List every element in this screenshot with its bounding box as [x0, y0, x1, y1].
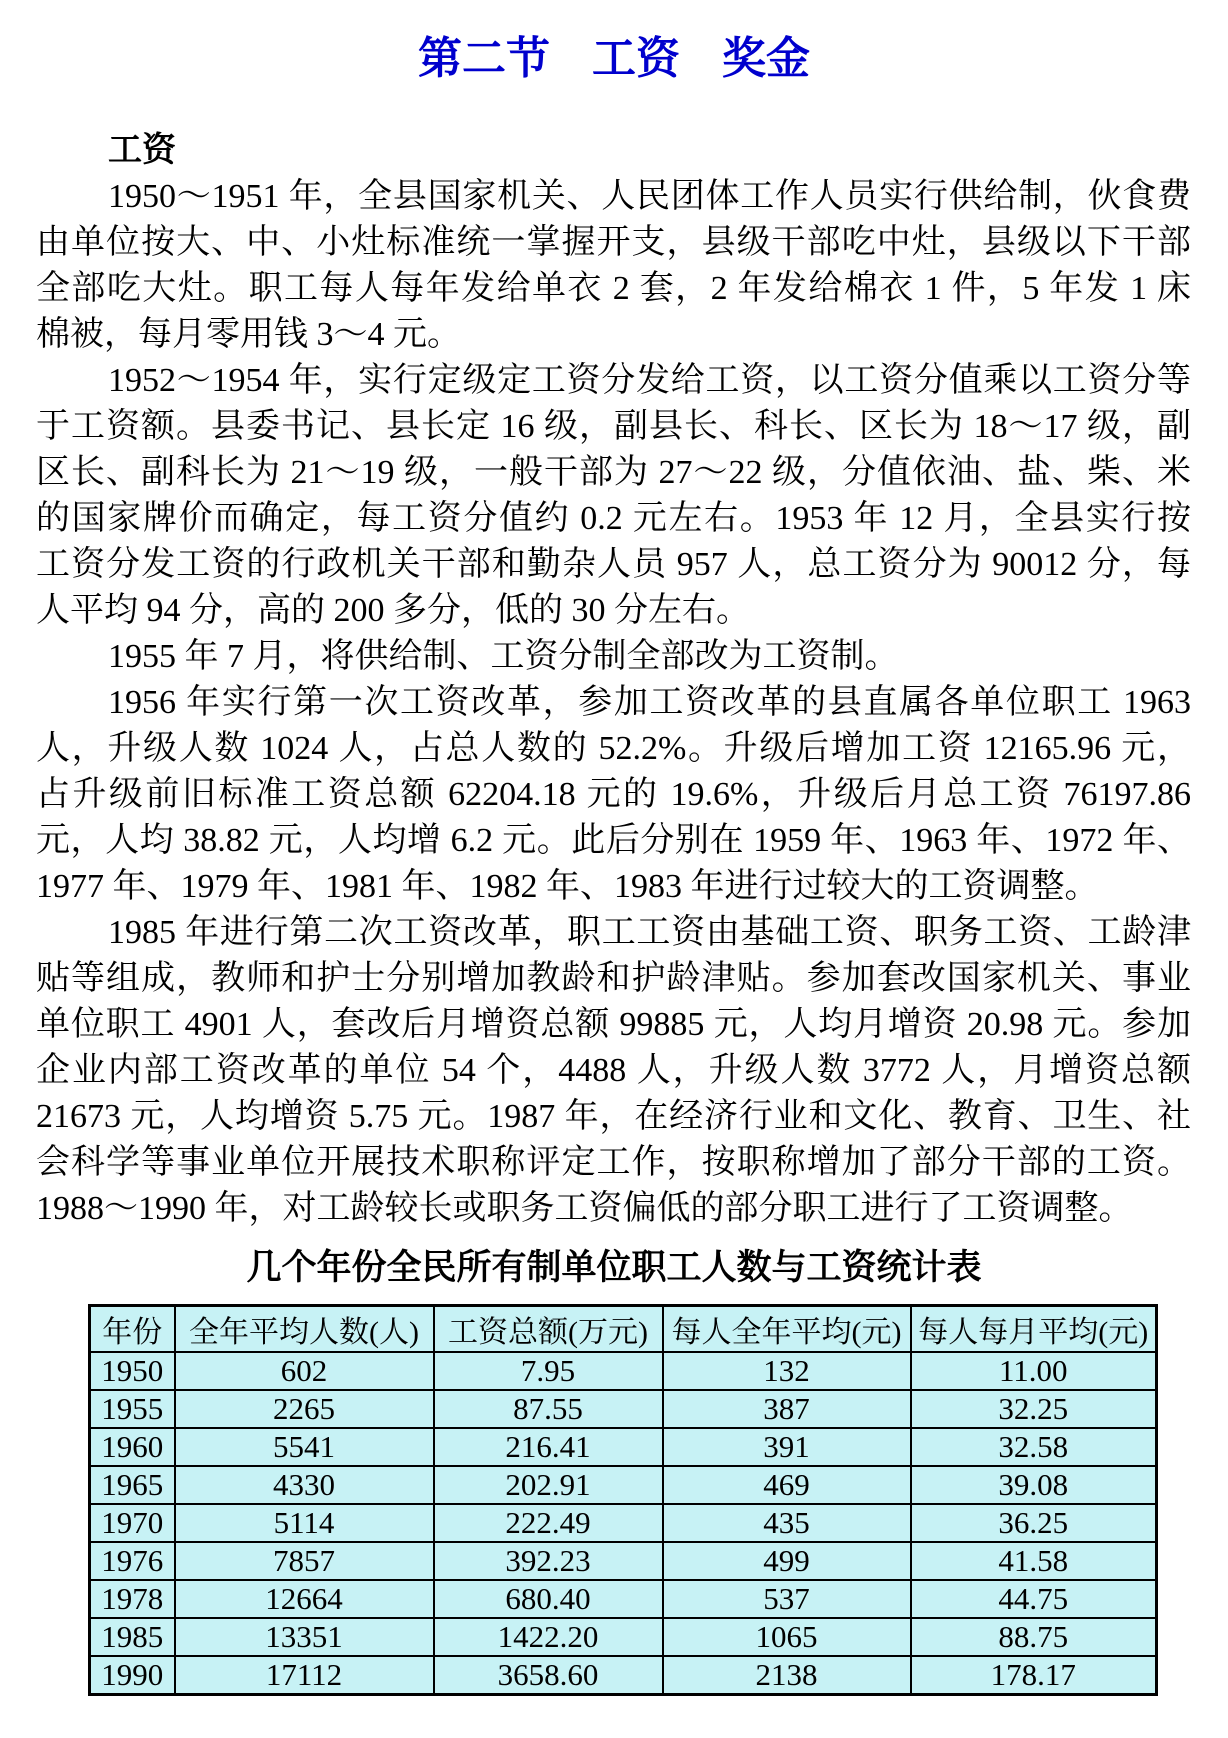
table-title: 几个年份全民所有制单位职工人数与工资统计表: [246, 1248, 982, 1287]
table-row: [90, 1428, 1157, 1466]
paragraph-line: 1985 年进行第二次工资改革，职工工资由基础工资、职务工资、工龄津: [108, 914, 1191, 951]
table-cell: 87.55: [434, 1390, 663, 1428]
table-header-cell: 年份: [90, 1306, 175, 1353]
table-cell: 680.40: [434, 1580, 663, 1618]
page-title-word: 第二节: [418, 34, 550, 83]
wage-statistics-table: [88, 1304, 1158, 1696]
paragraph-line: 占升级前旧标准工资总额 62204.18 元的 19.6%，升级后月总工资 76197.86: [36, 776, 1191, 813]
table-header-cell: 全年平均人数(人): [175, 1306, 434, 1353]
paragraph-line: 21673 元，人均增资 5.75 元。1987 年，在经济行业和文化、教育、卫生、社: [36, 1098, 1191, 1135]
table-cell: 216.41: [434, 1428, 663, 1466]
paragraph-line: 全部吃大灶。职工每人每年发给单衣 2 套，2 年发给棉衣 1 件，5 年发 1 床: [36, 270, 1191, 307]
paragraph-line: 1956 年实行第一次工资改革，参加工资改革的县直属各单位职工 1963: [108, 684, 1191, 721]
table-cell: 132: [663, 1352, 911, 1390]
table-cell: 1965: [90, 1466, 175, 1504]
table-header-cell: 工资总额(万元): [434, 1306, 663, 1353]
paragraph-line: 贴等组成，教师和护士分别增加教龄和护龄津贴。参加套改国家机关、事业: [36, 960, 1191, 997]
table-cell: 1990: [90, 1656, 175, 1695]
paragraph-line: 元，人均 38.82 元，人均增 6.2 元。此后分别在 1959 年、1963 年、1972 年、: [36, 822, 1191, 859]
section-heading: 工资: [108, 132, 176, 169]
table-cell: 5114: [175, 1504, 434, 1542]
table-header-cell: 每人全年平均(元): [663, 1306, 911, 1353]
paragraph-line: 1977 年、1979 年、1981 年、1982 年、1983 年进行过较大的工资调整。: [36, 868, 1099, 905]
table-cell: 41.58: [911, 1542, 1157, 1580]
table-cell: 392.23: [434, 1542, 663, 1580]
table-row: [90, 1656, 1157, 1695]
page-title-word: 奖金: [722, 34, 810, 83]
paragraph-line: 1952～1954 年，实行定级定工资分发给工资，以工资分值乘以工资分等: [108, 362, 1191, 399]
body-text: [36, 128, 1191, 1232]
table-cell: 537: [663, 1580, 911, 1618]
table-cell: 391: [663, 1428, 911, 1466]
table-cell: 1978: [90, 1580, 175, 1618]
table-cell: 32.25: [911, 1390, 1157, 1428]
paragraph-line: 区长、副科长为 21～19 级，一般干部为 27～22 级，分值依油、盐、柴、米: [36, 454, 1191, 491]
paragraph-line: 的国家牌价而确定，每工资分值约 0.2 元左右。1953 年 12 月，全县实行按: [36, 500, 1191, 537]
table-row: [90, 1466, 1157, 1504]
table-cell: 44.75: [911, 1580, 1157, 1618]
page-title: [0, 0, 1228, 84]
table-cell: 1950: [90, 1352, 175, 1390]
table-row: [90, 1618, 1157, 1656]
paragraph-line: 由单位按大、中、小灶标准统一掌握开支，县级干部吃中灶，县级以下干部: [36, 224, 1191, 261]
table-cell: 222.49: [434, 1504, 663, 1542]
table-cell: 469: [663, 1466, 911, 1504]
page-title-word: 工资: [592, 34, 680, 83]
paragraph-line: 会科学等事业单位开展技术职称评定工作，按职称增加了部分干部的工资。: [36, 1144, 1191, 1181]
table-cell: 11.00: [911, 1352, 1157, 1390]
table-cell: 435: [663, 1504, 911, 1542]
paragraph-line: 1950～1951 年，全县国家机关、人民团体工作人员实行供给制，伙食费: [108, 178, 1191, 215]
table-cell: 2138: [663, 1656, 911, 1695]
table-cell: 387: [663, 1390, 911, 1428]
table-cell: 1065: [663, 1618, 911, 1656]
table-cell: 39.08: [911, 1466, 1157, 1504]
table-row: [90, 1504, 1157, 1542]
paragraph-line: 单位职工 4901 人，套改后月增资总额 99885 元，人均月增资 20.98 元。参加: [36, 1006, 1191, 1043]
paragraph-line: 1988～1990 年，对工龄较长或职务工资偏低的部分职工进行了工资调整。: [36, 1190, 1133, 1227]
paragraph-line: 人平均 94 分，高的 200 多分，低的 30 分左右。: [36, 592, 750, 629]
table-cell: 36.25: [911, 1504, 1157, 1542]
table-cell: 7857: [175, 1542, 434, 1580]
table-cell: 602: [175, 1352, 434, 1390]
table-row: [90, 1542, 1157, 1580]
table-cell: 12664: [175, 1580, 434, 1618]
table-row: [90, 1580, 1157, 1618]
paragraph-line: 棉被，每月零用钱 3～4 元。: [36, 316, 461, 353]
table-cell: 178.17: [911, 1656, 1157, 1695]
table-cell: 5541: [175, 1428, 434, 1466]
paragraph-line: 工资分发工资的行政机关干部和勤杂人员 957 人，总工资分为 90012 分，每: [36, 546, 1191, 583]
paragraph-line: 1955 年 7 月，将供给制、工资分制全部改为工资制。: [108, 638, 899, 675]
table-cell: 3658.60: [434, 1656, 663, 1695]
table-header-cell: 每人每月平均(元): [911, 1306, 1157, 1353]
table-cell: 32.58: [911, 1428, 1157, 1466]
table-row: [90, 1390, 1157, 1428]
table-header-row: [90, 1306, 1157, 1353]
table-cell: 202.91: [434, 1466, 663, 1504]
paragraph-line: 企业内部工资改革的单位 54 个，4488 人，升级人数 3772 人，月增资总额: [36, 1052, 1191, 1089]
paragraph-line: 于工资额。县委书记、县长定 16 级，副县长、科长、区长为 18～17 级，副: [36, 408, 1191, 445]
table-cell: 7.95: [434, 1352, 663, 1390]
table-cell: 1985: [90, 1618, 175, 1656]
table-cell: 17112: [175, 1656, 434, 1695]
table-cell: 2265: [175, 1390, 434, 1428]
table-cell: 1422.20: [434, 1618, 663, 1656]
table-cell: 88.75: [911, 1618, 1157, 1656]
paragraph-line: 人，升级人数 1024 人，占总人数的 52.2%。升级后增加工资 12165.96 元，: [36, 730, 1191, 767]
table-cell: 4330: [175, 1466, 434, 1504]
table-cell: 1976: [90, 1542, 175, 1580]
table-row: [90, 1352, 1157, 1390]
table-cell: 13351: [175, 1618, 434, 1656]
table-cell: 1955: [90, 1390, 175, 1428]
table-cell: 499: [663, 1542, 911, 1580]
table-cell: 1970: [90, 1504, 175, 1542]
table-cell: 1960: [90, 1428, 175, 1466]
